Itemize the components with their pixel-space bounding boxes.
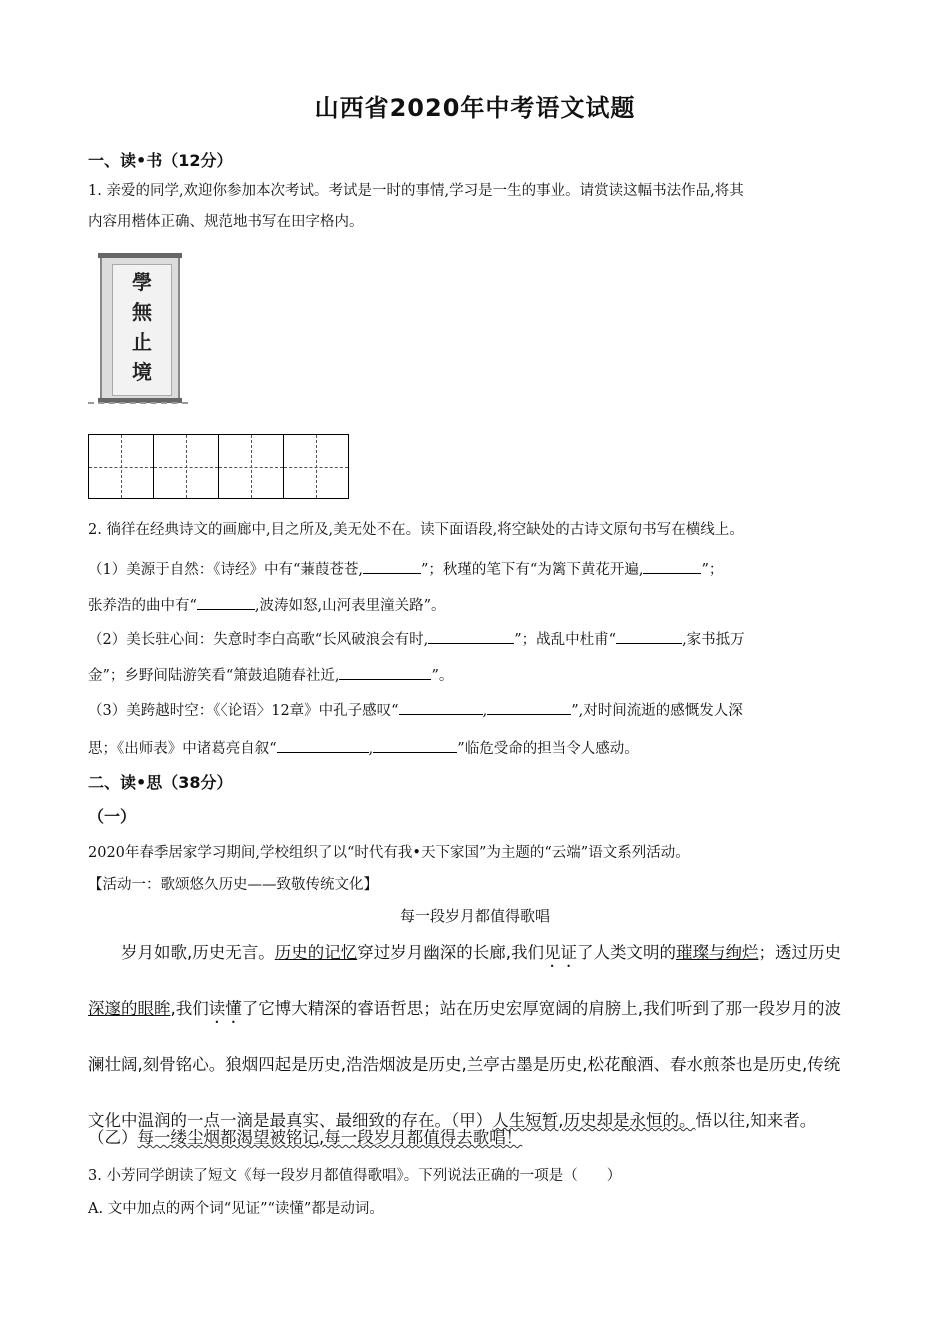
- answer-blank[interactable]: [197, 595, 255, 610]
- section2-heading: 二、读•思（38分）: [88, 773, 233, 792]
- calligraphy-chars: [113, 267, 171, 387]
- essay-text: ；透过历史: [758, 943, 841, 962]
- section2-intro: 2020年春季居家学习期间,学校组织了以“时代有我•天下家国”为主题的“云端”语文系列活动。: [88, 845, 690, 861]
- grid-cell[interactable]: [89, 435, 154, 498]
- section1-heading: 一、读•书（12分）: [88, 151, 233, 170]
- grid-cell[interactable]: [284, 435, 348, 498]
- calligraphy-char: 境: [132, 360, 152, 384]
- essay-text: （乙）: [88, 1128, 138, 1147]
- answer-blank[interactable]: [277, 738, 369, 753]
- answer-blank[interactable]: [487, 700, 571, 715]
- tianzige-grid[interactable]: [88, 434, 349, 499]
- essay-text: 岁月如歌,历史无言。: [121, 943, 275, 962]
- answer-blank[interactable]: [643, 559, 701, 574]
- answer-blank[interactable]: [428, 629, 514, 644]
- essay-text: 悟以往,知来者。: [695, 1111, 817, 1130]
- grid-cell[interactable]: [154, 435, 219, 498]
- essay-title: 每一段岁月都值得歌唱: [399, 907, 550, 925]
- subsection-label: （一）: [88, 807, 137, 826]
- q2-2-text: ,家书抵万: [682, 632, 745, 648]
- answer-blank[interactable]: [363, 559, 421, 574]
- q2-1-text: ”；秋瑾的笔下有“为篱下黄花开遍,: [421, 562, 644, 578]
- answer-blank[interactable]: [339, 665, 431, 680]
- q2-1-text: （1）美源于自然：《诗经》中有“蒹葭苍苍,: [88, 562, 363, 578]
- q2-3-text: ”,对时间流逝的感慨发人深: [571, 703, 743, 719]
- wavy-sentence-jia: 人生短暂,历史却是永恒的。: [492, 1111, 696, 1130]
- scroll-top-rod: [98, 253, 182, 258]
- answer-blank[interactable]: [373, 738, 457, 753]
- activity-heading: 【活动一：歌颂悠久历史——致敬传统文化】: [88, 877, 378, 893]
- q2-1-text: 张养浩的曲中有“: [88, 598, 197, 614]
- calligraphy-scroll: [100, 254, 180, 402]
- dotted-word: 读懂: [208, 999, 242, 1018]
- underlined-phrase: 璀璨与绚烂: [676, 943, 759, 962]
- calligraphy-char: 學: [132, 270, 152, 294]
- calligraphy-char: 止: [132, 330, 152, 354]
- q2-part1: [88, 552, 863, 624]
- q2-3-text: （3）美跨越时空：《〈论语〉12章》中孔子感叹“: [88, 703, 399, 719]
- q2-3-text: 思；《出师表》中诸葛亮自叙“: [88, 741, 277, 757]
- essay-text: 了人类文明的: [577, 943, 676, 962]
- q2-3-text: ”临危受命的担当令人感动。: [457, 741, 639, 757]
- q1-line2: 内容用楷体正确、规范地书写在田字格内。: [88, 214, 364, 230]
- essay-last-line: [88, 1124, 522, 1148]
- q1-line1: 1. 亲爱的同学,欢迎你参加本次考试。考试是一时的事情,学习是一生的事业。请赏读这幅书法作品,将其: [88, 183, 744, 199]
- dotted-word: 见证: [544, 943, 577, 962]
- essay-text: 穿过岁月幽深的长廊,我们: [357, 943, 544, 962]
- underlined-phrase: 深邃的眼眸: [88, 999, 171, 1018]
- q1-text: [88, 176, 863, 238]
- calligraphy-text: [112, 264, 172, 396]
- q2-block: [88, 515, 863, 546]
- q2-1-text: ,波涛如怒,山河表里潼关路”。: [254, 598, 446, 614]
- page-title: 山西省2020年中考语文试题: [314, 94, 636, 122]
- q2-3-text: ,: [368, 741, 374, 757]
- q2-part2: [88, 622, 863, 694]
- essay-text: ,我们: [170, 999, 209, 1018]
- wavy-sentence-yi: 每一缕尘烟都渴望被铭记,每一段岁月都值得去歌唱！: [137, 1128, 523, 1147]
- q2-intro: 2. 徜徉在经典诗文的画廊中,目之所及,美无处不在。读下面语段,将空缺处的古诗文原句书写在横线上。: [88, 522, 744, 538]
- q2-2-text: （2）美长驻心间：失意时李白高歌“长风破浪会有时,: [88, 632, 429, 648]
- q2-1-text: ”；: [701, 562, 724, 578]
- q3-text: 3. 小芳同学朗读了短文《每一段岁月都值得歌唱》。下列说法正确的一项是（ ）: [88, 1168, 622, 1184]
- essay-text: 了它博大精深的睿语哲思；站在历史宏厚宽阔的肩膀上,我们听到了那一段岁月的波澜壮阔,刻骨铭心。狼烟四起是历史,浩浩烟波是历史,兰亭古墨是历史,松花酿酒、春水煎茶也是历史,传统文化中温润的一点一滴是最真实、最细致的存在。（甲）: [88, 999, 841, 1130]
- q2-part3: [88, 692, 863, 768]
- underlined-phrase: 历史的记忆: [274, 943, 358, 962]
- q2-2-text: ”。: [431, 668, 454, 684]
- q2-2-text: 金”；乡野间陆游笑看“箫鼓追随春社近,: [88, 668, 340, 684]
- answer-blank[interactable]: [616, 629, 682, 644]
- answer-blank[interactable]: [399, 700, 483, 715]
- q3-option-a[interactable]: A. 文中加点的两个词“见证”“读懂”都是动词。: [88, 1201, 384, 1217]
- q2-2-text: ”；战乱中杜甫“: [514, 632, 617, 648]
- q2-3-text: ,: [482, 703, 488, 719]
- calligraphy-char: 無: [132, 300, 152, 324]
- scroll-shadow: [88, 402, 188, 412]
- essay-body: [88, 925, 856, 1149]
- grid-cell[interactable]: [219, 435, 284, 498]
